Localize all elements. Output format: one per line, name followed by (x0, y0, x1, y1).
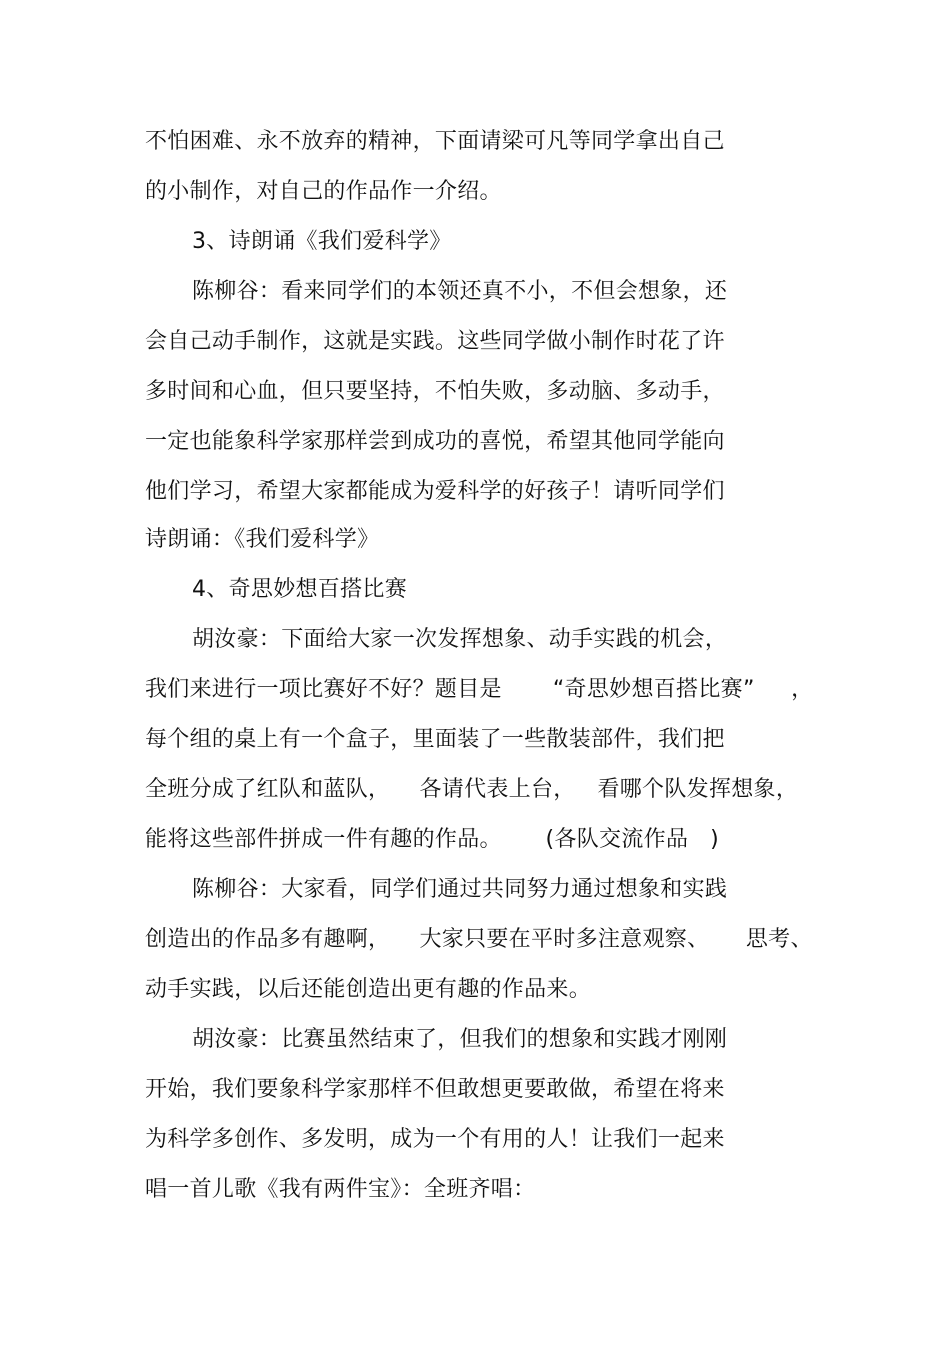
text-line-21: 为科学多创作、多发明，成为一个有用的人！让我们一起来 (145, 1127, 725, 1152)
text-line-22: 唱一首儿歌《我有两件宝》：全班齐唱： (145, 1177, 536, 1202)
text-line-17: 创造出的作品多有趣啊， 大家只要在平时多注意观察、 思考、 (145, 927, 813, 952)
text-line-14: 全班分成了红队和蓝队， 各请代表上台， 看哪个队发挥想象， (145, 777, 799, 802)
text-line-15: 能将这些部件拼成一件有趣的作品。 (各队交流作品 ) (145, 827, 720, 852)
text-line-1: 不怕困难、永不放弃的精神，下面请梁可凡等同学拿出自己 (145, 129, 725, 154)
section-heading-3: 3、诗朗诵《我们爱科学》 (192, 229, 452, 254)
section-heading-4: 4、奇思妙想百搭比赛 (192, 577, 407, 602)
text-line-2: 的小制作，对自己的作品作一介绍。 (145, 179, 502, 204)
text-line-19: 胡汝豪：比赛虽然结束了，但我们的想象和实践才刚刚 (192, 1027, 728, 1052)
text-line-12: 我们来进行一项比赛好不好？题目是 “奇思妙想百搭比赛” ， (145, 677, 814, 702)
text-line-6: 多时间和心血，但只要坚持，不怕失败，多动脑、多动手， (145, 379, 725, 404)
text-line-20: 开始，我们要象科学家那样不但敢想更要敢做，希望在将来 (145, 1077, 725, 1102)
text-line-13: 每个组的桌上有一个盒子，里面装了一些散装部件，我们把 (145, 727, 725, 752)
text-line-11: 胡汝豪：下面给大家一次发挥想象、动手实践的机会， (192, 627, 728, 652)
text-line-9: 诗朗诵：《我们爱科学》 (145, 527, 380, 552)
text-line-16: 陈柳谷：大家看，同学们通过共同努力通过想象和实践 (192, 877, 728, 902)
text-line-4: 陈柳谷：看来同学们的本领还真不小，不但会想象，还 (192, 279, 728, 304)
text-line-18: 动手实践，以后还能创造出更有趣的作品来。 (145, 977, 592, 1002)
text-line-5: 会自己动手制作，这就是实践。这些同学做小制作时花了许 (145, 329, 725, 354)
text-line-8: 他们学习，希望大家都能成为爱科学的好孩子！请听同学们 (145, 479, 725, 504)
text-line-7: 一定也能象科学家那样尝到成功的喜悦，希望其他同学能向 (145, 429, 725, 454)
